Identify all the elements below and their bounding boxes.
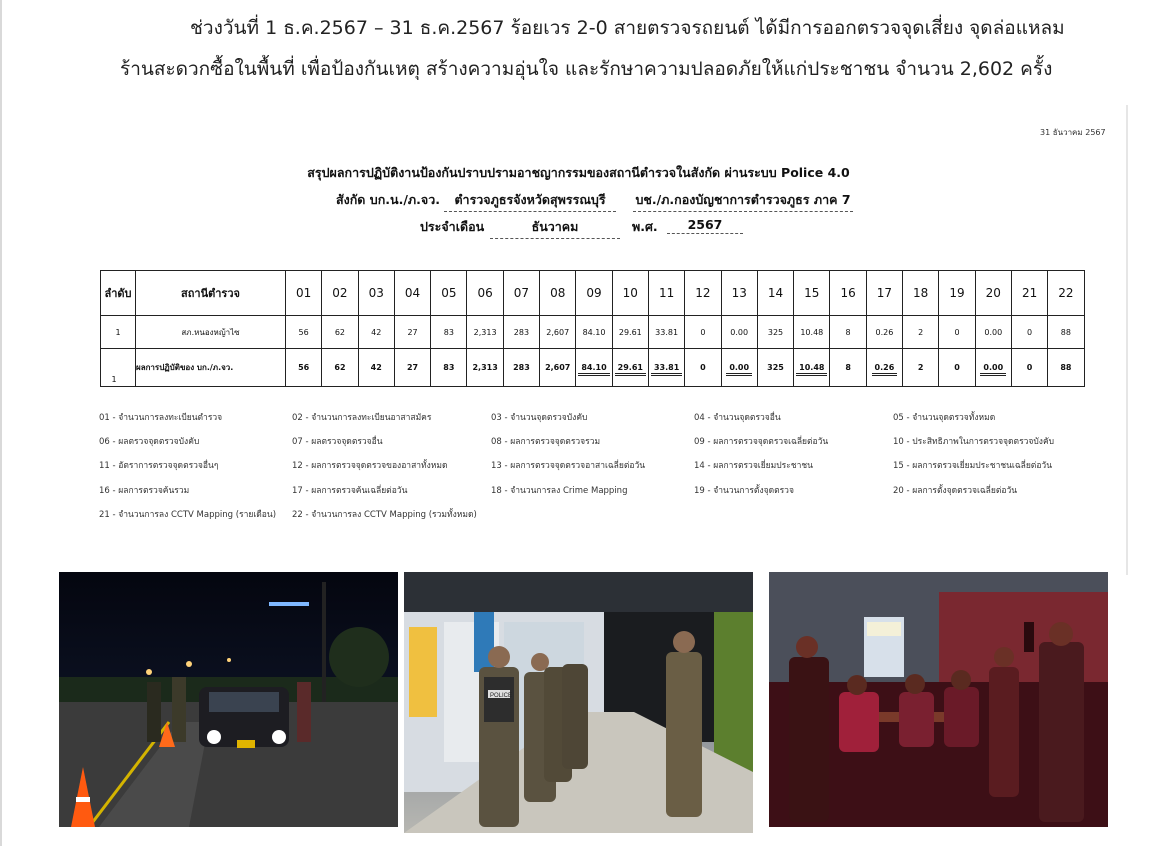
org-label: สังกัด บก.น./ภ.จว.	[336, 192, 440, 207]
col-header: 19	[939, 271, 975, 316]
table-row	[101, 316, 1085, 349]
col-header: 10	[612, 271, 648, 316]
table-cell: 325	[757, 316, 793, 349]
table-cell: 0	[1011, 316, 1047, 349]
table-cell: 10.48	[794, 316, 830, 349]
legend-item: 03 - จำนวนจุดตรวจบังคับ	[491, 413, 588, 423]
table-cell: 0	[1011, 349, 1047, 387]
col-header: 02	[322, 271, 358, 316]
table-cell: 283	[503, 349, 539, 387]
month-label: ประจำเดือน	[420, 219, 485, 234]
table-cell: 0	[939, 316, 975, 349]
table-cell: 62	[322, 349, 358, 387]
document-title: สรุปผลการปฏิบัติงานป้องกันปราบปรามอาชญากรรมของสถานีตำรวจในสังกัด ผ่านระบบ Police 4.0	[307, 165, 850, 180]
legend-item: 19 - จำนวนการตั้งจุดตรวจ	[694, 486, 794, 496]
col-header: 03	[358, 271, 394, 316]
row-station: ผลการปฏิบัติของ บก./ภ.จว.	[136, 349, 286, 387]
row-seq: 1	[111, 375, 117, 384]
table-cell: 0.26	[866, 316, 902, 349]
table-cell: 0.00	[980, 363, 1006, 376]
col-header: 08	[540, 271, 576, 316]
legend-item: 17 - ผลการตรวจค้นเฉลี่ยต่อวัน	[292, 486, 408, 496]
store-scene-graphic	[404, 572, 753, 833]
legend-item: 13 - ผลการตรวจจุดตรวจอาสาเฉลี่ยต่อวัน	[491, 461, 646, 471]
table-cell: 325	[757, 349, 793, 387]
col-header: 06	[467, 271, 503, 316]
photo-resident-visit	[769, 572, 1108, 827]
year-value: 2567	[667, 217, 743, 234]
table-total-row	[101, 349, 1085, 387]
table-cell: 88	[1048, 316, 1084, 349]
col-header: 13	[721, 271, 757, 316]
legend-item: 16 - ผลการตรวจค้นรวม	[99, 486, 190, 496]
station-header: สถานีตำรวจ	[136, 271, 286, 316]
table-cell: 2,313	[467, 316, 503, 349]
headline-line-1: ช่วงวันที่ 1 ธ.ค.2567 – 31 ธ.ค.2567 ร้อยเวร 2-0 สายตรวจรถยนต์ ได้มีการออกตรวจจุดเสี่ยง จุดล่อแหลม	[190, 17, 1065, 39]
visit-scene-graphic	[769, 572, 1108, 827]
legend-item: 20 - ผลการตั้งจุดตรวจเฉลี่ยต่อวัน	[893, 486, 1018, 496]
table-cell: 2,313	[467, 349, 503, 387]
summary-table	[100, 270, 1085, 387]
table-cell: 10.48	[796, 363, 827, 376]
legend-item: 14 - ผลการตรวจเยี่ยมประชาชน	[694, 461, 813, 471]
row-station: สภ.หนองหญ้าไซ	[136, 316, 286, 349]
table-cell: 33.81	[648, 316, 684, 349]
table-cell: 62	[322, 316, 358, 349]
seq-header: ลำดับ	[101, 271, 136, 316]
table-cell: 2,607	[540, 349, 576, 387]
legend-item: 21 - จำนวนการลง CCTV Mapping (รายเดือน)	[99, 510, 277, 520]
col-header: 22	[1048, 271, 1084, 316]
legend-item: 06 - ผลตรวจจุดตรวจบังคับ	[99, 437, 200, 447]
table-cell: 33.81	[651, 363, 682, 376]
legend-item: 09 - ผลการตรวจจุดตรวจเฉลี่ยต่อวัน	[694, 437, 829, 447]
col-header: 15	[794, 271, 830, 316]
table-cell: 42	[358, 316, 394, 349]
col-header: 04	[394, 271, 430, 316]
table-cell: 2	[903, 316, 939, 349]
col-header: 16	[830, 271, 866, 316]
table-cell: 0.00	[721, 316, 757, 349]
legend-item: 15 - ผลการตรวจเยี่ยมประชาชนเฉลี่ยต่อวัน	[893, 461, 1053, 471]
table-header-row	[101, 271, 1085, 316]
table-cell: 0.26	[872, 363, 898, 376]
legend-item: 08 - ผลการตรวจจุดตรวจรวม	[491, 437, 601, 447]
legend-item: 02 - จำนวนการลงทะเบียนอาสาสมัคร	[292, 413, 432, 423]
table-cell: 8	[830, 349, 866, 387]
table-cell: 2	[903, 349, 939, 387]
photo-store-patrol	[404, 572, 753, 833]
table-cell: 56	[286, 349, 322, 387]
table-cell: 42	[358, 349, 394, 387]
legend-item: 12 - ผลการตรวจจุดตรวจของอาสาทั้งหมด	[292, 461, 448, 471]
table-cell: 83	[431, 349, 467, 387]
table-cell: 27	[394, 349, 430, 387]
division-label: บช./ภ.กองบัญชาการตำรวจภูธร ภาค 7	[633, 190, 853, 212]
col-header: 07	[503, 271, 539, 316]
table-cell: 8	[830, 316, 866, 349]
legend-item: 04 - จำนวนจุดตรวจอื่น	[694, 413, 781, 423]
legend-item: 22 - จำนวนการลง CCTV Mapping (รวมทั้งหมด)	[292, 510, 477, 520]
table-cell: 83	[431, 316, 467, 349]
col-header: 01	[286, 271, 322, 316]
table-cell: 0	[685, 316, 721, 349]
col-header: 14	[757, 271, 793, 316]
checkpoint-scene-graphic	[59, 572, 398, 827]
col-header: 18	[903, 271, 939, 316]
legend-item: 18 - จำนวนการลง Crime Mapping	[491, 486, 628, 496]
table-cell: 56	[286, 316, 322, 349]
col-header: 11	[648, 271, 684, 316]
table-cell: 29.61	[612, 316, 648, 349]
vest-label: POLICE	[490, 693, 513, 699]
photo-night-checkpoint	[59, 572, 398, 827]
table-cell: 2,607	[540, 316, 576, 349]
legend-item: 01 - จำนวนการลงทะเบียนตำรวจ	[99, 413, 223, 423]
col-header: 12	[685, 271, 721, 316]
col-header: 09	[576, 271, 612, 316]
year-label: พ.ศ.	[632, 219, 658, 234]
table-cell: 29.61	[615, 363, 646, 376]
table-cell: 0	[685, 349, 721, 387]
col-header: 21	[1011, 271, 1047, 316]
col-header: 20	[975, 271, 1011, 316]
legend-item: 10 - ประสิทธิภาพในการตรวจจุดตรวจบังคับ	[893, 437, 1055, 447]
row-seq: 1	[101, 316, 136, 349]
page-left-border	[0, 0, 2, 846]
month-value: ธันวาคม	[490, 217, 620, 239]
headline-line-2: ร้านสะดวกซื้อในพื้นที่ เพื่อป้องกันเหตุ สร้างความอุ่นใจ และรักษาความปลอดภัยให้แก่ประชาชน จำนวน 2,602 ครั้ง	[120, 58, 1053, 80]
org-value: ตำรวจภูธรจังหวัดสุพรรณบุรี	[444, 190, 616, 212]
document-date: 31 ธันวาคม 2567	[1040, 128, 1106, 137]
table-cell: 84.10	[578, 363, 609, 376]
table-cell: 27	[394, 316, 430, 349]
table-cell: 0	[939, 349, 975, 387]
table-cell: 88	[1048, 349, 1084, 387]
table-cell: 283	[503, 316, 539, 349]
table-cell: 84.10	[576, 316, 612, 349]
legend-item: 11 - อัตราการตรวจจุดตรวจอื่นๆ	[99, 461, 219, 471]
col-header: 05	[431, 271, 467, 316]
col-header: 17	[866, 271, 902, 316]
table-cell: 0.00	[975, 316, 1011, 349]
legend-item: 07 - ผลตรวจจุดตรวจอื่น	[292, 437, 383, 447]
legend-item: 05 - จำนวนจุดตรวจทั้งหมด	[893, 413, 996, 423]
table-cell: 0.00	[726, 363, 752, 376]
